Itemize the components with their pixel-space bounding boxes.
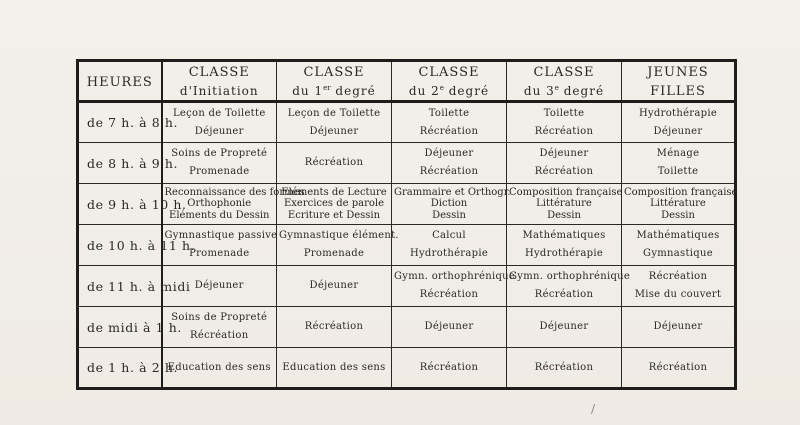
activity-line: Déjeuner	[653, 321, 703, 332]
activity-cell	[622, 266, 736, 307]
activity-line: Récréation	[648, 271, 708, 282]
activity-line: Dessin	[661, 209, 695, 221]
activity-line: Composition française	[624, 186, 738, 198]
activity-line: Récréation	[534, 125, 594, 137]
timetable-body	[78, 102, 736, 389]
activity-cell	[277, 184, 392, 225]
header-sub: du 3e degré	[523, 84, 605, 99]
activity-line: Récréation	[648, 361, 708, 373]
activity-line: Récréation	[190, 330, 249, 341]
activity-cell	[162, 143, 277, 184]
activity-line: Hydrothérapie	[638, 107, 718, 119]
activity-line: Ecriture et Dessin	[287, 209, 381, 221]
header-hours: HEURES	[78, 61, 162, 102]
header-sub: du 2e degré	[408, 84, 490, 99]
activity-cell	[277, 225, 399, 266]
activity-line: Education des sens	[167, 361, 271, 373]
hour-cell: de 9 h. à 10 h.	[78, 184, 162, 225]
header-sub: du 1er degré	[292, 84, 376, 99]
activity-line: Reconnaissance des formes	[164, 186, 305, 198]
activity-line: Toilette	[543, 107, 585, 119]
activity-line: Déjeuner	[653, 125, 703, 137]
activity-line: Ménage	[656, 148, 700, 159]
activity-cell	[507, 307, 622, 348]
activity-cell	[277, 143, 392, 184]
header-young-girls: JEUNES FILLES	[622, 61, 736, 102]
activity-line: Eléments du Dessin	[169, 209, 270, 221]
activity-line: Exercices de parole	[283, 198, 385, 210]
header-first-degree	[277, 61, 392, 102]
activity-line: Récréation	[419, 361, 479, 373]
activity-line: Toilette	[428, 107, 470, 119]
activity-cell	[392, 266, 516, 307]
activity-line: Soins de Propreté	[171, 148, 268, 159]
activity-cell	[392, 184, 511, 225]
activity-line: Orthophonie	[187, 198, 252, 210]
hour-cell: de 8 h. à 9 h.	[78, 143, 162, 184]
activity-cell	[277, 102, 392, 143]
header-main: CLASSE	[188, 65, 250, 81]
header-main: CLASSE	[303, 65, 365, 81]
activity-line: Déjeuner	[194, 125, 244, 137]
activity-line: Leçon de Toilette	[172, 107, 266, 119]
activity-line: Littérature	[650, 198, 706, 210]
activity-line: Gymnastique élément.	[279, 230, 399, 241]
header-main: CLASSE	[533, 65, 595, 81]
activity-line: Récréation	[534, 166, 594, 177]
activity-cell	[622, 102, 736, 143]
activity-line: Leçon de Toilette	[287, 107, 381, 119]
activity-cell	[507, 348, 622, 389]
hour-cell: de 1 h. à 2 h.	[78, 348, 162, 389]
header-initiation	[162, 61, 277, 102]
activity-line: Soins de Propreté	[171, 312, 268, 323]
activity-cell	[392, 225, 507, 266]
activity-line: Mathématiques	[636, 230, 720, 241]
activity-cell	[162, 348, 277, 389]
activity-cell	[622, 143, 736, 184]
activity-cell	[507, 184, 622, 225]
activity-cell	[277, 266, 392, 307]
activity-cell	[392, 102, 507, 143]
activity-line: Déjeuner	[539, 148, 589, 159]
activity-line: Gymn. orthophrénique	[394, 271, 516, 282]
activity-line: Récréation	[419, 125, 479, 137]
header-main: CLASSE	[418, 65, 480, 81]
activity-line: Déjeuner	[424, 321, 474, 332]
hour-cell: de 11 h. à midi	[78, 266, 162, 307]
table-row	[78, 225, 736, 266]
activity-line: Calcul	[432, 230, 466, 241]
activity-line: Grammaire et Orthogr.	[394, 186, 511, 198]
hour-cell: de 10 h. à 11 h.	[78, 225, 162, 266]
activity-line: Dessin	[432, 209, 466, 221]
activity-line: Déjeuner	[539, 321, 589, 332]
header-third-degree	[507, 61, 622, 102]
activity-cell	[507, 225, 622, 266]
paper-speck: /	[591, 402, 596, 416]
activity-line: Gymnastique passive	[164, 230, 278, 241]
hour-cell: de midi à 1 h.	[78, 307, 162, 348]
hour-cell: de 7 h. à 8 h.	[78, 102, 162, 143]
activity-line: Dessin	[547, 209, 581, 221]
activity-cell	[392, 307, 507, 348]
header-second-degree	[392, 61, 507, 102]
activity-line: Récréation	[304, 157, 364, 168]
activity-cell	[622, 348, 736, 389]
activity-line: Littérature	[536, 198, 592, 210]
activity-line: Promenade	[189, 166, 250, 177]
activity-line: Récréation	[534, 361, 594, 373]
activity-line: Déjeuner	[194, 280, 244, 291]
table-row	[78, 143, 736, 184]
activity-line: Hydrothérapie	[524, 248, 604, 259]
activity-cell	[507, 143, 622, 184]
activity-cell	[277, 307, 392, 348]
activity-line: Déjeuner	[309, 280, 359, 291]
activity-cell	[622, 307, 736, 348]
activity-cell	[622, 225, 736, 266]
activity-cell	[622, 184, 736, 225]
activity-line: Hydrothérapie	[409, 248, 489, 259]
activity-line: Gymnastique	[643, 248, 713, 259]
activity-line: Mathématiques	[522, 230, 606, 241]
activity-line: Composition française	[509, 186, 623, 198]
activity-cell	[162, 102, 277, 143]
activity-line: Déjeuner	[424, 148, 474, 159]
timetable	[76, 59, 737, 390]
table-row	[78, 102, 736, 143]
header-sub: d'Initiation	[179, 84, 259, 99]
activity-line: Récréation	[534, 289, 594, 300]
activity-cell	[392, 348, 507, 389]
activity-line: Récréation	[419, 289, 479, 300]
activity-line: Education des sens	[282, 361, 386, 373]
table-row	[78, 184, 736, 225]
activity-line: Eléments de Lecture	[281, 186, 387, 198]
activity-line: Déjeuner	[309, 125, 359, 137]
activity-cell	[392, 143, 507, 184]
activity-cell	[277, 348, 392, 389]
activity-line: Promenade	[189, 248, 250, 259]
activity-line: Toilette	[657, 166, 699, 177]
activity-line: Mise du couvert	[634, 289, 722, 300]
activity-line: Récréation	[419, 166, 479, 177]
table-row	[78, 266, 736, 307]
table-row	[78, 307, 736, 348]
activity-line: Diction	[430, 198, 468, 210]
activity-cell	[507, 266, 631, 307]
activity-cell	[507, 102, 622, 143]
activity-line: Promenade	[303, 248, 365, 259]
table-row	[78, 348, 736, 389]
activity-line: Gymn. orthophrénique	[509, 271, 631, 282]
header-row	[78, 61, 736, 102]
activity-line: Récréation	[304, 321, 364, 332]
